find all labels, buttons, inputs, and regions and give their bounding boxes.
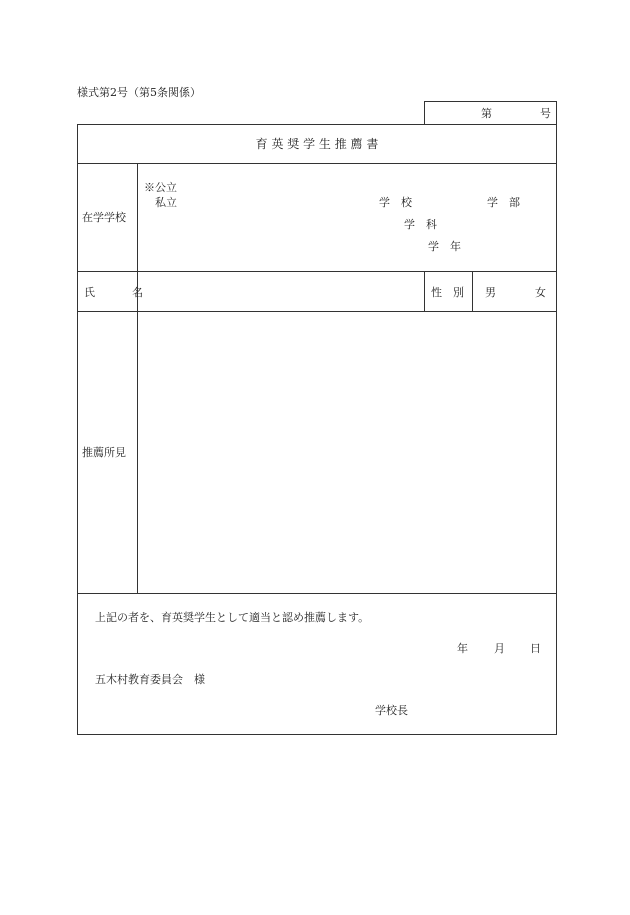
recommendation-statement: 上記の者を、育英奨学生として適当と認め推薦します。 xyxy=(95,611,370,624)
date-month: 月 xyxy=(494,642,505,655)
addressee: 五木村教育委員会 様 xyxy=(95,673,205,686)
name-field[interactable] xyxy=(139,273,423,310)
form-title: 育 英 奨 学 生 推 薦 書 xyxy=(255,137,379,151)
gender-female[interactable]: 女 xyxy=(535,286,546,299)
gender-male[interactable]: 男 xyxy=(485,286,496,299)
school-private-option: 私立 xyxy=(155,196,177,209)
table-top-border xyxy=(77,124,557,125)
gender-label: 性 別 xyxy=(431,286,464,299)
number-box-right-border xyxy=(556,101,557,125)
number-go: 号 xyxy=(540,107,551,120)
school-suffix: 学 校 xyxy=(379,196,412,209)
table-bottom-border xyxy=(77,734,557,735)
form-number: 様式第2号（第5条関係） xyxy=(77,86,201,99)
title-row-bottom-border xyxy=(77,163,557,164)
name-label: 氏 名 xyxy=(84,286,144,299)
faculty-suffix: 学 部 xyxy=(487,196,520,209)
label-column-divider xyxy=(137,163,138,594)
number-box-top-border xyxy=(424,101,557,102)
grade-suffix: 学 年 xyxy=(428,240,461,253)
opinion-field[interactable] xyxy=(139,313,555,592)
table-right-border xyxy=(556,124,557,735)
name-gender-divider xyxy=(424,271,425,312)
department-suffix: 学 科 xyxy=(404,218,437,231)
school-label: 在学学校 xyxy=(82,211,126,224)
school-public-option: ※公立 xyxy=(144,181,177,194)
number-box-left-border xyxy=(424,101,425,125)
table-left-border xyxy=(77,124,78,735)
date-year: 年 xyxy=(457,642,468,655)
opinion-row-bottom-border xyxy=(77,593,557,594)
principal-label: 学校長 xyxy=(375,704,408,717)
number-dai: 第 xyxy=(481,107,492,120)
date-day: 日 xyxy=(530,642,541,655)
name-row-bottom-border xyxy=(77,311,557,312)
opinion-label: 推薦所見 xyxy=(82,446,126,459)
school-row-bottom-border xyxy=(77,271,557,272)
gender-value-divider xyxy=(472,271,473,312)
